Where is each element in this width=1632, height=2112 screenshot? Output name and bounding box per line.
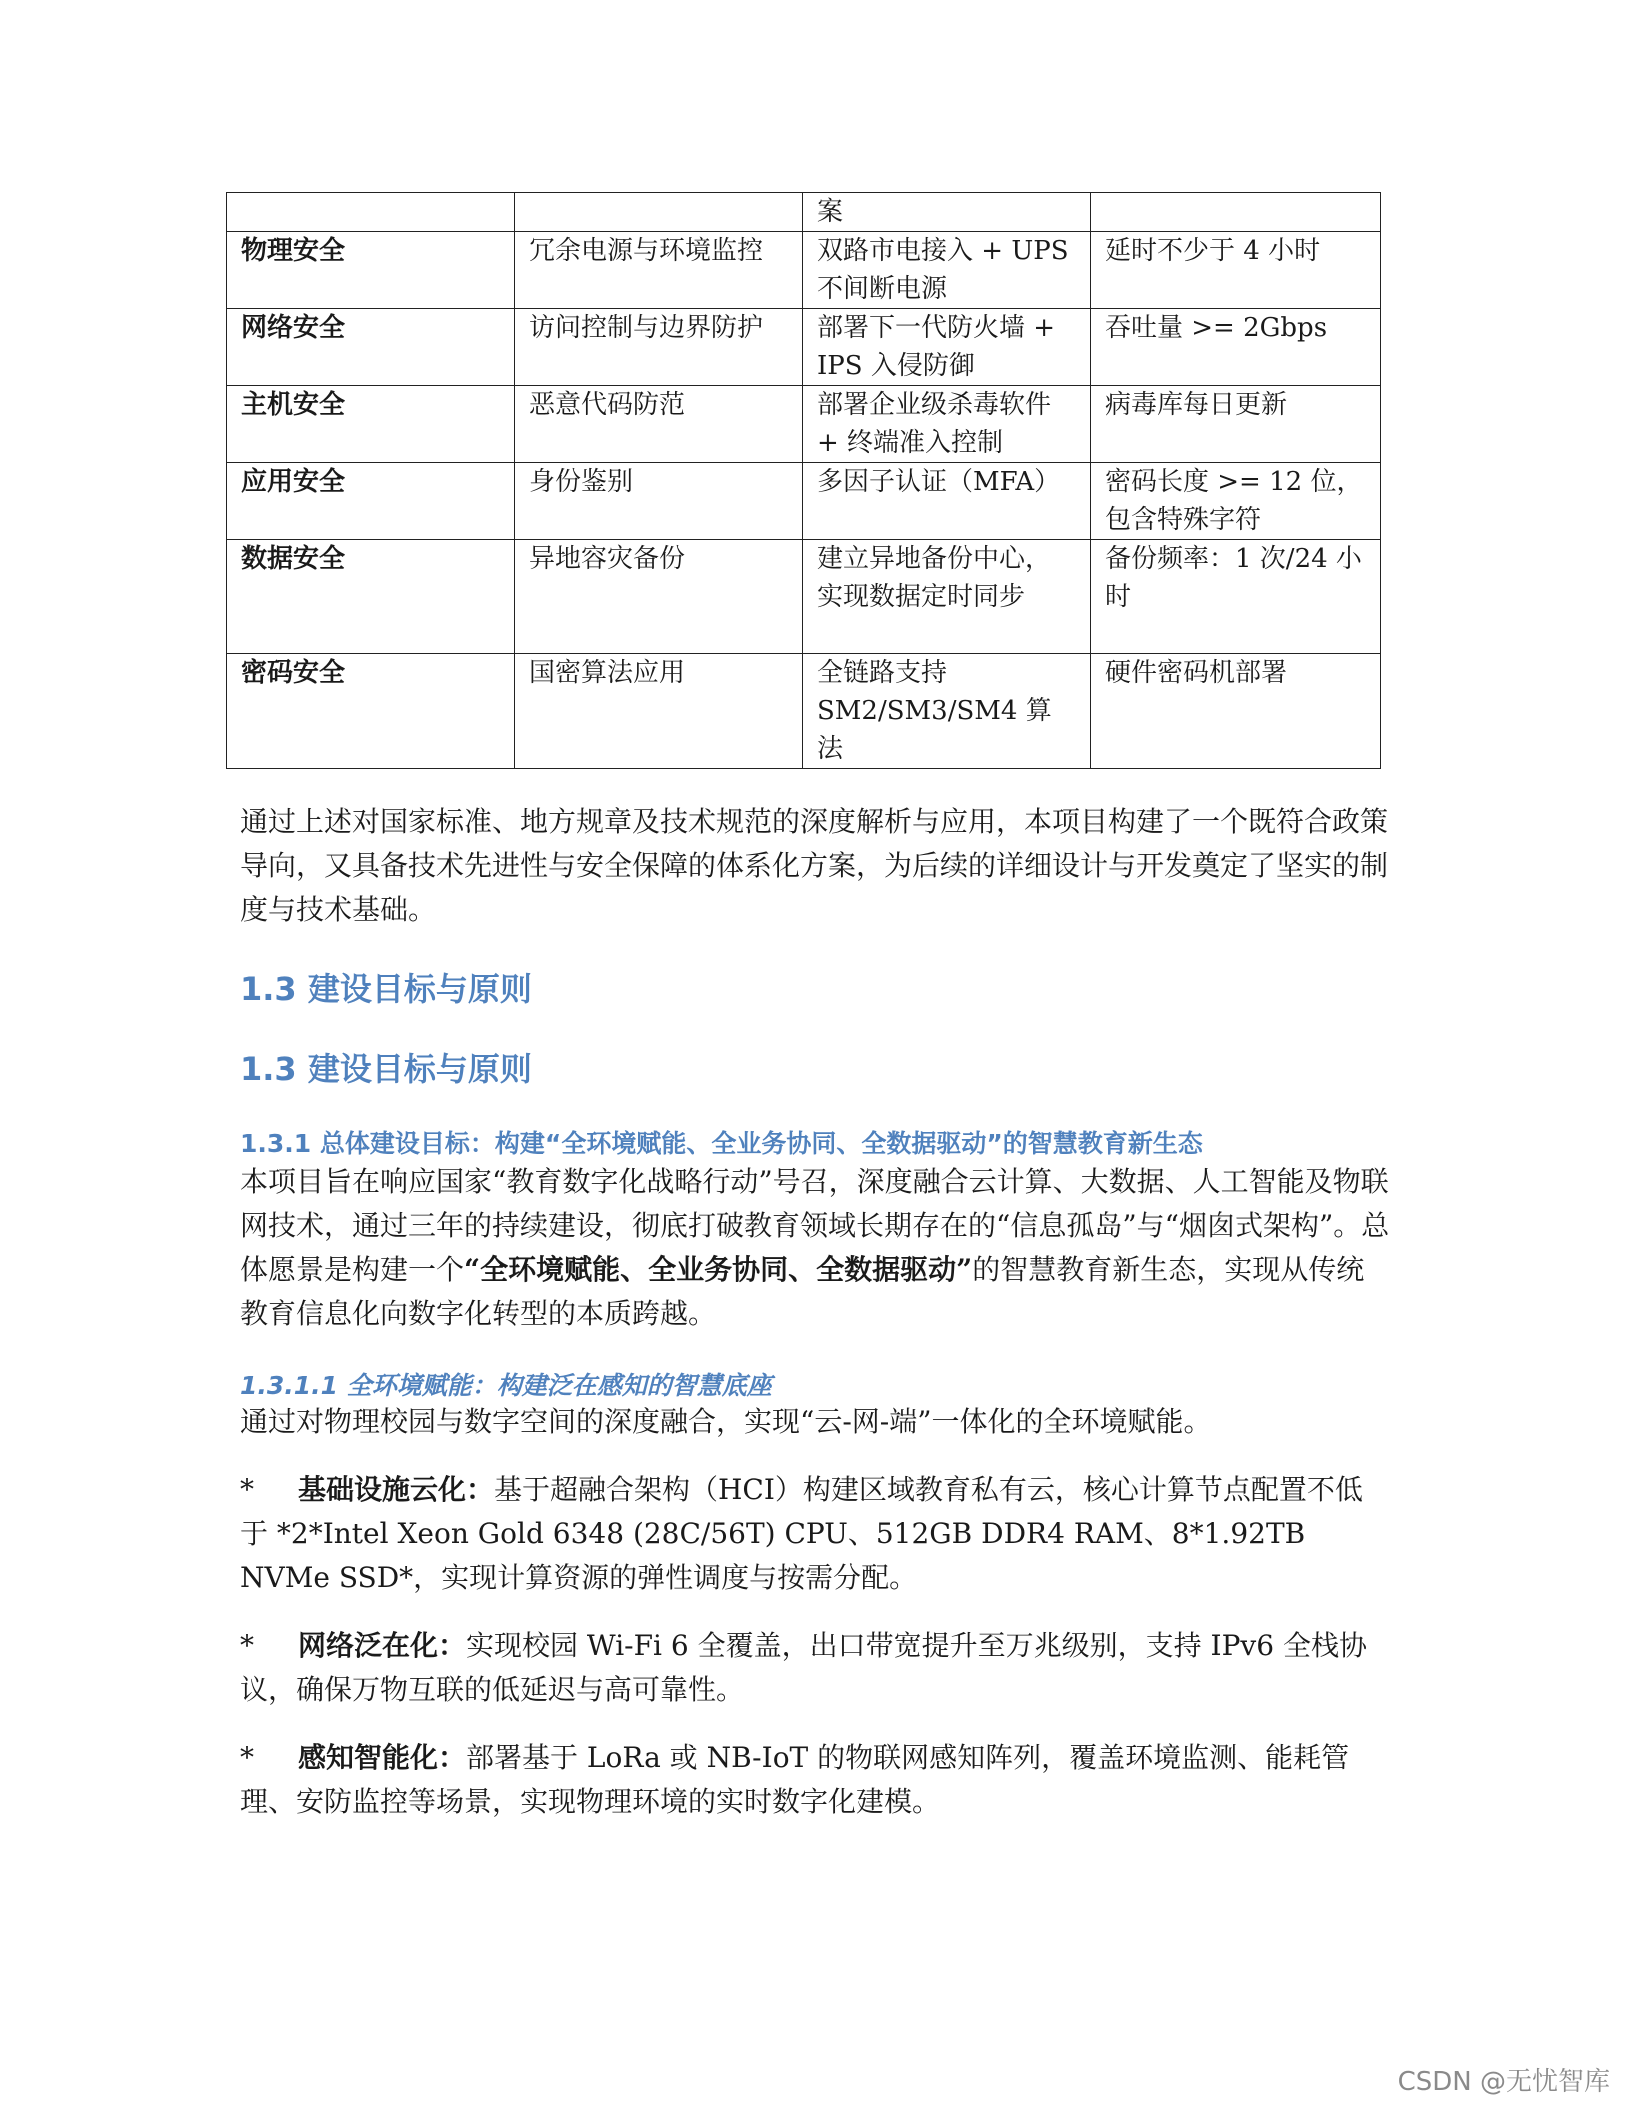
table-cell-solution: 多因子认证（MFA） bbox=[803, 463, 1091, 540]
table-row bbox=[227, 386, 1381, 463]
table-cell-metric: 吞吐量 >= 2Gbps bbox=[1091, 309, 1381, 386]
bullet-item bbox=[240, 1736, 1390, 1824]
table-cell-area: 数据安全 bbox=[227, 540, 515, 654]
table-cell-solution: 部署下一代防火墙 + IPS 入侵防御 bbox=[803, 309, 1091, 386]
environment-paragraph: 通过对物理校园与数字空间的深度融合，实现“云-网-端”一体化的全环境赋能。 bbox=[240, 1405, 1212, 1438]
bullet-text: 实现校园 Wi-Fi 6 全覆盖，出口带宽提升至万兆级别，支持 IPv6 全栈协议，确保万物互联的低延迟与高可靠性。 bbox=[240, 1629, 1367, 1706]
subsection-heading-1-3-1-1: 1.3.1.1 全环境赋能：构建泛在感知的智慧底座 bbox=[240, 1371, 772, 1400]
bullet-text: 基于超融合架构（HCI）构建区域教育私有云，核心计算节点配置不低于 *2*Intel Xeon Gold 6348 (28C/56T) CPU、512GB DDR4 RAM、8*1.92TB NVMe SSD*，实现计算资源的弹性调度与按需分配。 bbox=[240, 1473, 1363, 1594]
table-row bbox=[227, 463, 1381, 540]
table-cell-metric: 延时不少于 4 小时 bbox=[1091, 232, 1381, 309]
bullet-item bbox=[240, 1468, 1390, 1600]
table-cell-measure: 异地容灾备份 bbox=[515, 540, 803, 654]
section-heading-repeat: 1.3 建设目标与原则 bbox=[240, 1050, 532, 1088]
table-header-row bbox=[227, 193, 1381, 232]
table-cell-measure: 身份鉴别 bbox=[515, 463, 803, 540]
table-cell-measure: 访问控制与边界防护 bbox=[515, 309, 803, 386]
table-cell bbox=[1091, 193, 1381, 232]
bullet-item bbox=[240, 1624, 1390, 1712]
bullet-title: 基础设施云化： bbox=[298, 1473, 495, 1506]
table-cell-measure: 恶意代码防范 bbox=[515, 386, 803, 463]
table-cell-area: 物理安全 bbox=[227, 232, 515, 309]
table-cell-measure: 冗余电源与环境监控 bbox=[515, 232, 803, 309]
goal-text-bold: “全环境赋能、全业务协同、全数据驱动” bbox=[464, 1253, 973, 1286]
table-row bbox=[227, 654, 1381, 769]
subsection-heading-1-3-1: 1.3.1 总体建设目标：构建“全环境赋能、全业务协同、全数据驱动”的智慧教育新生态 bbox=[240, 1129, 1203, 1158]
table-cell-area: 应用安全 bbox=[227, 463, 515, 540]
summary-paragraph: 通过上述对国家标准、地方规章及技术规范的深度解析与应用，本项目构建了一个既符合政策导向，又具备技术先进性与安全保障的体系化方案，为后续的详细设计与开发奠定了坚实的制度与技术基础。 bbox=[240, 805, 1389, 926]
csdn-watermark: CSDN @无忧智库 bbox=[1397, 2067, 1610, 2097]
bullet-title: 网络泛在化： bbox=[298, 1629, 467, 1662]
goal-paragraph bbox=[240, 1160, 1390, 1336]
bullet-text: 部署基于 LoRa 或 NB-IoT 的物联网感知阵列，覆盖环境监测、能耗管理、安防监控等场景，实现物理环境的实时数字化建模。 bbox=[240, 1741, 1350, 1818]
table-row bbox=[227, 540, 1381, 654]
bullet-title: 感知智能化： bbox=[298, 1741, 467, 1774]
table-cell-area: 主机安全 bbox=[227, 386, 515, 463]
table-row bbox=[227, 309, 1381, 386]
goal-text-b: 的智慧教育新生态，实现从传统教育信息化向数字化转型的本质跨越。 bbox=[240, 1253, 1365, 1330]
table-cell-area: 密码安全 bbox=[227, 654, 515, 769]
bullet-marker: * bbox=[240, 1629, 254, 1662]
section-heading: 1.3 建设目标与原则 bbox=[240, 970, 532, 1008]
table-cell bbox=[515, 193, 803, 232]
table-cell-metric: 备份频率：1 次/24 小时 bbox=[1091, 540, 1381, 654]
table-cell-solution: 部署企业级杀毒软件 + 终端准入控制 bbox=[803, 386, 1091, 463]
table-cell-measure: 国密算法应用 bbox=[515, 654, 803, 769]
security-measures-table bbox=[226, 192, 1381, 769]
table-row bbox=[227, 232, 1381, 309]
table-cell-metric: 病毒库每日更新 bbox=[1091, 386, 1381, 463]
table-cell-metric: 密码长度 >= 12 位，包含特殊字符 bbox=[1091, 463, 1381, 540]
table-cell-solution: 双路市电接入 + UPS不间断电源 bbox=[803, 232, 1091, 309]
table-cell bbox=[227, 193, 515, 232]
table-cell: 案 bbox=[803, 193, 1091, 232]
table-cell-solution: 建立异地备份中心，实现数据定时同步 bbox=[803, 540, 1091, 654]
table-cell-metric: 硬件密码机部署 bbox=[1091, 654, 1381, 769]
table-cell-solution: 全链路支持 SM2/SM3/SM4 算法 bbox=[803, 654, 1091, 769]
goal-text-a: 本项目旨在响应国家“教育数字化战略行动”号召，深度融合云计算、大数据、人工智能及物联网技术，通过三年的持续建设，彻底打破教育领域长期存在的“信息孤岛”与“烟囱式架构”。总体愿景是构建一个 bbox=[240, 1165, 1390, 1286]
bullet-marker: * bbox=[240, 1473, 254, 1506]
table-cell-area: 网络安全 bbox=[227, 309, 515, 386]
bullet-marker: * bbox=[240, 1741, 254, 1774]
